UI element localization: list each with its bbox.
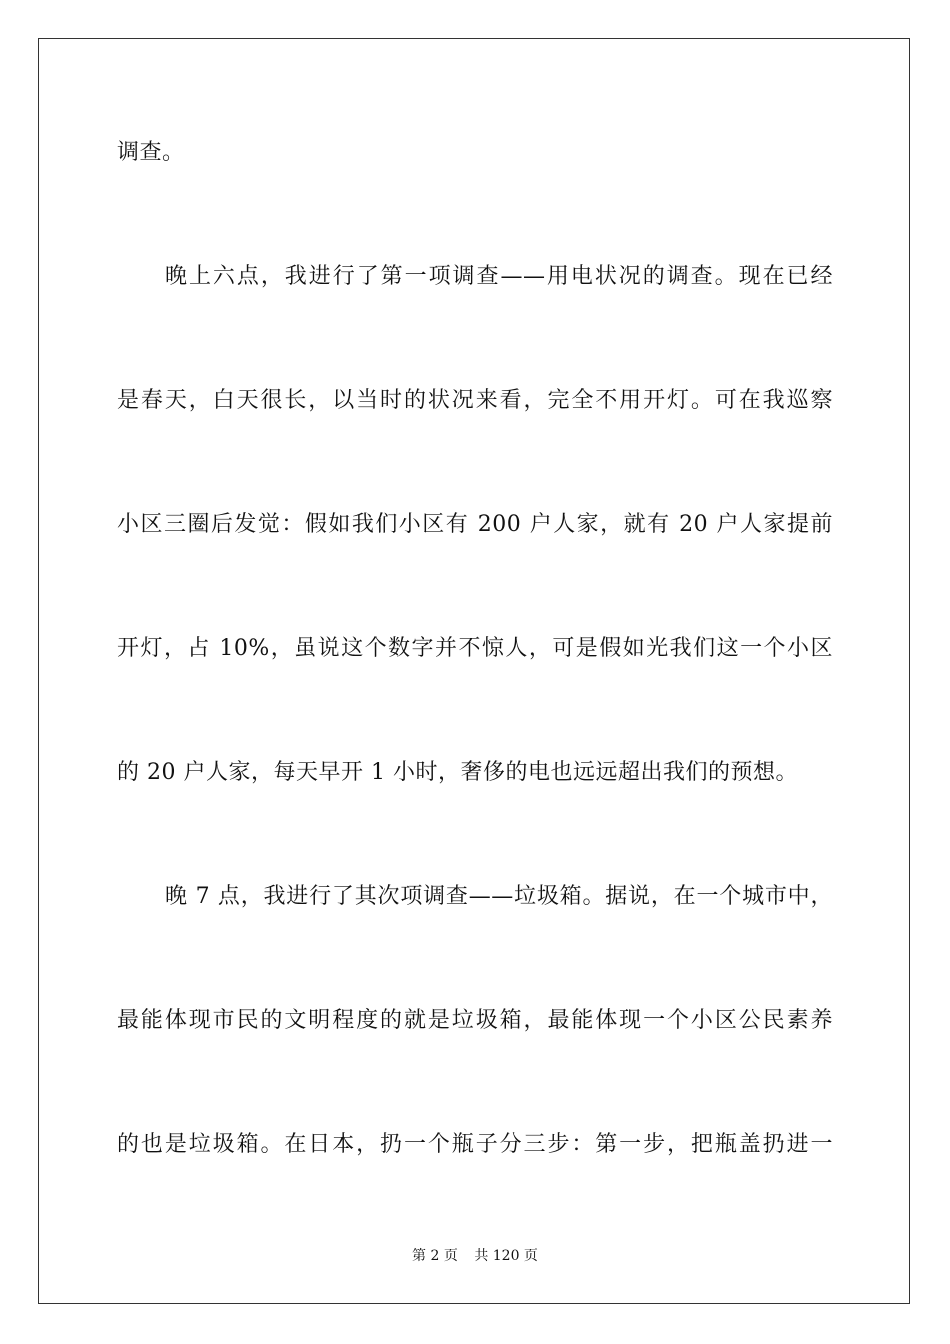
paragraph-line-3: 是春天，白天很长，以当时的状况来看，完全不用开灯。可在我巡察 — [117, 388, 833, 413]
page-number: 第 2 页 — [412, 1248, 458, 1264]
paragraph-line-2: 晚上六点，我进行了第一项调查——用电状况的调查。现在已经 — [165, 264, 833, 289]
paragraph-line-9: 的也是垃圾箱。在日本，扔一个瓶子分三步：第一步，把瓶盖扔进一 — [117, 1132, 833, 1157]
paragraph-line-7: 晚 7 点，我进行了其次项调查——垃圾箱。据说，在一个城市中， — [165, 884, 833, 909]
page-border — [38, 38, 910, 1304]
paragraph-line-4: 小区三圈后发觉：假如我们小区有 200 户人家，就有 20 户人家提前 — [117, 512, 833, 537]
page-footer — [0, 1246, 950, 1266]
paragraph-line-5: 开灯，占 10%，虽说这个数字并不惊人，可是假如光我们这一个小区 — [117, 636, 833, 661]
paragraph-line-6: 的 20 户人家，每天早开 1 小时，奢侈的电也远远超出我们的预想。 — [117, 760, 798, 785]
total-pages: 共 120 页 — [474, 1248, 538, 1264]
paragraph-line-8: 最能体现市民的文明程度的就是垃圾箱，最能体现一个小区公民素养 — [117, 1008, 833, 1033]
paragraph-line-1: 调查。 — [117, 140, 185, 165]
